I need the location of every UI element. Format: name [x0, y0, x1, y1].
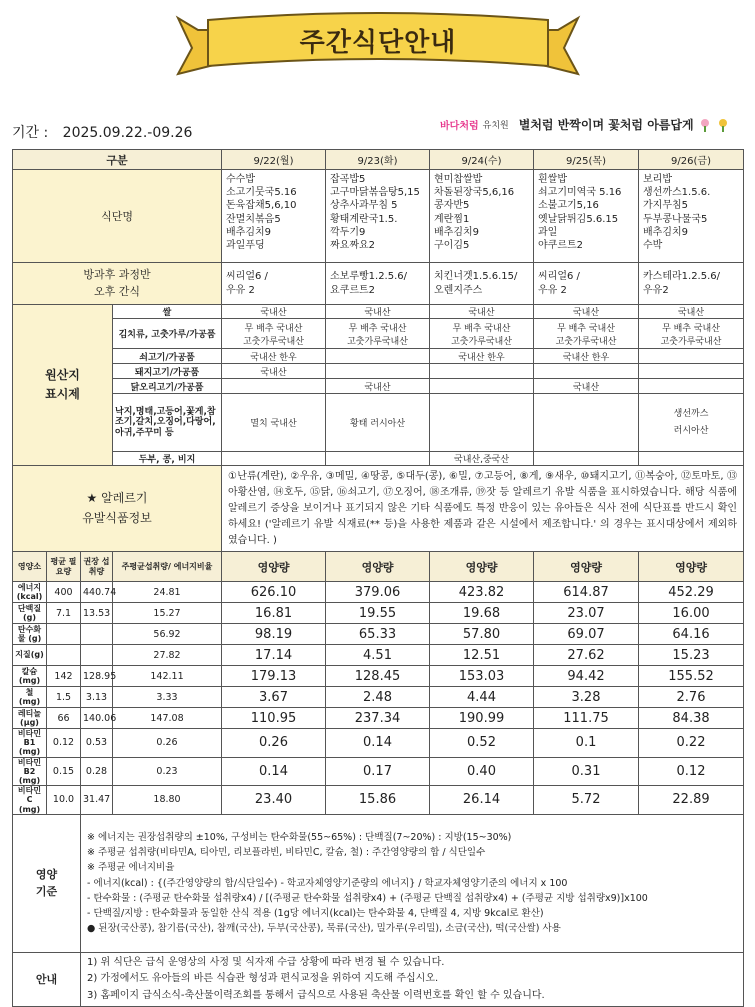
day-nutrition-header: 영양량: [326, 552, 430, 582]
rec-value: 128.95: [81, 666, 113, 687]
period-label: 기간 :: [12, 125, 49, 141]
day-nutrition-value: 17.14: [222, 645, 326, 666]
day-nutrition-value: 23.40: [222, 786, 326, 815]
weekly-col-header: 주평균섭취량/ 에너지비율: [113, 552, 222, 582]
origin-cell: [326, 349, 430, 364]
day-nutrition-value: 155.52: [639, 666, 744, 687]
origin-cell: [326, 452, 430, 466]
rec-value: 3.13: [81, 687, 113, 708]
origin-item: 쇠고기/가공품: [113, 349, 222, 364]
day-nutrition-value: 423.82: [430, 582, 534, 603]
notice-label: 안내: [13, 952, 81, 1007]
nutrient-name: 지질(g): [13, 645, 47, 666]
origin-cell: 국내산,중국산: [430, 452, 534, 466]
nutrient-name: 비타민B2 (mg): [13, 757, 47, 786]
meal-cell: 수수밥 소고기뭇국5.16 돈육잡채5,6,10 잔멸치볶음5 배추김치9 과일푸딩: [222, 170, 326, 263]
day-nutrition-value: 0.17: [326, 757, 430, 786]
rec-value: 440.74: [81, 582, 113, 603]
nutrition-row: [13, 645, 744, 666]
nutrient-col-header: 영양소: [13, 552, 47, 582]
day-nutrition-value: 27.62: [534, 645, 639, 666]
rec-value: 140.06: [81, 708, 113, 729]
nutrition-body: [13, 582, 744, 815]
day-header: 9/24(수): [430, 150, 534, 170]
origin-cell: 국내산: [326, 379, 430, 394]
nutrient-name: 레티놀(μg): [13, 708, 47, 729]
origin-cell: 멸치 국내산: [222, 394, 326, 452]
day-nutrition-value: 0.40: [430, 757, 534, 786]
day-nutrition-value: 179.13: [222, 666, 326, 687]
nutrient-name: 철(mg): [13, 687, 47, 708]
day-nutrition-value: 16.00: [639, 603, 744, 624]
day-nutrition-value: 614.87: [534, 582, 639, 603]
origin-cell: [326, 364, 430, 379]
notice-text: 1) 위 식단은 급식 운영상의 사정 및 식자재 수급 상황에 따라 변경 될 수 있습니다. 2) 가정에서도 유아들의 바른 식습관 형성과 편식교정을 위하여 지도해 주십시오. 3) 홈페이지 급식소식-축산물이력조회를 통해서 급식으로 사용된 축산물 이력번호를 확인 할 수 있습니다.: [81, 952, 744, 1007]
origin-cell: [430, 364, 534, 379]
meal-cell: 현미찹쌀밥 차돌된장국5,6,16 콩자반5 계란찜1 배추김치9 구이김5: [430, 170, 534, 263]
weekly-value: 24.81: [113, 582, 222, 603]
standard-label: 영양 기준: [13, 814, 81, 952]
day-nutrition-value: 26.14: [430, 786, 534, 815]
origin-cell: 국내산: [430, 305, 534, 319]
weekly-value: 142.11: [113, 666, 222, 687]
nutrition-row: [13, 624, 744, 645]
day-nutrition-value: 3.28: [534, 687, 639, 708]
day-nutrition-value: 0.52: [430, 729, 534, 758]
rec-value: [81, 645, 113, 666]
origin-item: 쌀: [113, 305, 222, 319]
weekly-value: 147.08: [113, 708, 222, 729]
day-header: 9/26(금): [639, 150, 744, 170]
nutrition-row: [13, 582, 744, 603]
allergy-text: ①난류(계란), ②우유, ③메밀, ④땅콩, ⑤대두(콩), ⑥밀, ⑦고등어, ⑧게, ⑨새우, ⑩돼지고기, ⑪복숭아, ⑫토마토, ⑬아황산염, ⑭호두, ⑮닭, ⑯쇠고기, ⑰오징어, ⑱조개류, ⑲잣 등 알레르기 유발 식품을 표시하였습니다. 해당 식품에 알레르기 증상을 보이거나 표기되지 않은 기타 식품에도 특정 반응이 있는 유아들은 식사 전에 식단표를 반드시 확인하세요! ('알레르기 유발 식재료(** 등)을 사용한 제품과 같은 시설에서 제조합니다.' 의 경우는 표시대상에서 제외하였습니다. ): [222, 466, 744, 552]
day-nutrition-value: 19.68: [430, 603, 534, 624]
avg-value: [47, 624, 81, 645]
rec-value: 0.28: [81, 757, 113, 786]
day-nutrition-value: 379.06: [326, 582, 430, 603]
nutrient-name: 단백질(g): [13, 603, 47, 624]
day-nutrition-value: 111.75: [534, 708, 639, 729]
standard-row: [13, 814, 744, 952]
rec-value: 13.53: [81, 603, 113, 624]
tulip-icon: [716, 118, 730, 132]
origin-cell: 국내산: [222, 364, 326, 379]
origin-cell: [639, 452, 744, 466]
standard-text: ※ 에너지는 권장섭취량의 ±10%, 구성비는 탄수화물(55~65%) : 단백질(7~20%) : 지방(15~30%) ※ 주평균 섭취량(비타민A, 티아민, 리보플라빈, 비타민C, 칼슘, 철) : 주간영양량의 합 / 식단일수 ※ 주평균 에너지비율 - 에너지(kcal) : {(주간영양량의 합/식단일수) - 학교자체영양기준량의 에너지} / 학교자체영양기준의 에너지 x 100 - 탄수화물 : (주평균 탄수화물 섭취량x4) / [(주평균 탄수화물 섭취량x4) + (주평균 단백질 섭취량x4) + (주평균 지방 섭취량x9)]x100 - 단백질/지방 : 탄수화물과 동일한 산식 적용 (1g당 에너지(kcal)는 탄수화물 4, 단백질 4, 지방 9kcal로 환산) ● 된장(국산콩), 참기름(국산), 참깨(국산), 두부(국산콩), 묵류(국산), 밀가루(우리밀), 소금(국산), 떡(국산쌀) 사용: [81, 814, 744, 952]
origin-cell: 국내산: [639, 305, 744, 319]
day-nutrition-value: 2.76: [639, 687, 744, 708]
day-nutrition-value: 15.23: [639, 645, 744, 666]
snack-cell: 카스테라1.2.5.6/ 우유2: [639, 263, 744, 305]
origin-cell: [639, 364, 744, 379]
avg-value: 1.5: [47, 687, 81, 708]
day-nutrition-value: 94.42: [534, 666, 639, 687]
meal-row: [13, 170, 744, 263]
day-nutrition-value: 22.89: [639, 786, 744, 815]
weekly-value: 0.26: [113, 729, 222, 758]
day-nutrition-value: 0.31: [534, 757, 639, 786]
origin-cell: [534, 394, 639, 452]
origin-item: 낙지,명태,고등어,꽃게,참조기,갈치,오징어,다랑어,아귀,주꾸미 등: [113, 394, 222, 452]
brand: [440, 116, 730, 133]
nutrition-row: [13, 708, 744, 729]
day-nutrition-value: 452.29: [639, 582, 744, 603]
day-nutrition-value: 5.72: [534, 786, 639, 815]
day-nutrition-value: 237.34: [326, 708, 430, 729]
day-nutrition-value: 128.45: [326, 666, 430, 687]
day-nutrition-value: 190.99: [430, 708, 534, 729]
origin-cell: 국내산 한우: [430, 349, 534, 364]
weekly-value: 56.92: [113, 624, 222, 645]
header-section: 구분: [13, 150, 222, 170]
weekly-value: 27.82: [113, 645, 222, 666]
day-nutrition-value: 12.51: [430, 645, 534, 666]
origin-cell: 국내산: [222, 305, 326, 319]
day-nutrition-header: 영양량: [534, 552, 639, 582]
avg-value: 142: [47, 666, 81, 687]
rec-value: [81, 624, 113, 645]
origin-cell: 국내산: [534, 379, 639, 394]
day-nutrition-value: 65.33: [326, 624, 430, 645]
nutrition-row: [13, 786, 744, 815]
day-nutrition-value: 23.07: [534, 603, 639, 624]
origin-cell: [430, 394, 534, 452]
avg-value: 7.1: [47, 603, 81, 624]
day-nutrition-header: 영양량: [430, 552, 534, 582]
rec-value: 0.53: [81, 729, 113, 758]
day-nutrition-value: 15.86: [326, 786, 430, 815]
day-nutrition-value: 4.51: [326, 645, 430, 666]
nutrition-header-row: [13, 552, 744, 582]
origin-cell: 무 배추 국내산 고춧가루국내산: [222, 319, 326, 349]
origin-cell: 국내산: [326, 305, 430, 319]
origin-cell: [222, 452, 326, 466]
nutrition-row: [13, 603, 744, 624]
origin-item: 닭오리고기/가공품: [113, 379, 222, 394]
nutrient-name: 칼슘(mg): [13, 666, 47, 687]
origin-item: 김치류, 고춧가루/가공품: [113, 319, 222, 349]
origin-cell: 무 배추 국내산 고춧가루국내산: [639, 319, 744, 349]
meal-cell: 흰쌀밥 쇠고기미역국 5.16 소불고기5,16 옛날닭튀김5.6.15 과일 야쿠르트2: [534, 170, 639, 263]
avg-value: 66: [47, 708, 81, 729]
avg-value: [47, 645, 81, 666]
day-nutrition-value: 0.14: [326, 729, 430, 758]
origin-cell: [639, 349, 744, 364]
snack-cell: 씨리얼6 / 우유 2: [534, 263, 639, 305]
brand-logo: 바다처럼: [440, 121, 479, 132]
day-nutrition-value: 0.1: [534, 729, 639, 758]
day-nutrition-value: 19.55: [326, 603, 430, 624]
day-nutrition-value: 84.38: [639, 708, 744, 729]
brand-slogan: 별처럼 반짝이며 꽃처럼 아름답게: [518, 118, 694, 132]
origin-cell: 국내산: [534, 305, 639, 319]
day-nutrition-header: 영양량: [222, 552, 326, 582]
day-nutrition-value: 69.07: [534, 624, 639, 645]
allergy-row: [13, 466, 744, 552]
day-nutrition-value: 4.44: [430, 687, 534, 708]
day-header: 9/22(월): [222, 150, 326, 170]
day-nutrition-value: 2.48: [326, 687, 430, 708]
origin-cell: 국내산 한우: [534, 349, 639, 364]
weekly-value: 15.27: [113, 603, 222, 624]
origin-row: [13, 319, 744, 349]
origin-row: [13, 364, 744, 379]
nutrition-row: [13, 666, 744, 687]
day-nutrition-header: 영양량: [639, 552, 744, 582]
day-header: 9/23(화): [326, 150, 430, 170]
rec-col-header: 권장 섭취량: [81, 552, 113, 582]
period: [12, 122, 192, 142]
day-nutrition-value: 98.19: [222, 624, 326, 645]
origin-cell: 국내산 한우: [222, 349, 326, 364]
meal-label: 식단명: [13, 170, 222, 263]
avg-value: 10.0: [47, 786, 81, 815]
day-nutrition-value: 64.16: [639, 624, 744, 645]
origin-row: [13, 394, 744, 452]
day-nutrition-value: 0.14: [222, 757, 326, 786]
origin-row: [13, 349, 744, 364]
brand-kindergarten: 유치원: [482, 121, 509, 131]
origin-cell: [534, 364, 639, 379]
snack-label: 방과후 과정반 오후 간식: [13, 263, 222, 305]
period-value: 2025.09.22.-09.26: [62, 125, 193, 141]
origin-cell: 무 배추 국내산 고춧가루국내산: [534, 319, 639, 349]
day-nutrition-value: 3.67: [222, 687, 326, 708]
nutrient-name: 탄수화물 (g): [13, 624, 47, 645]
weekly-value: 18.80: [113, 786, 222, 815]
flower-icon: [698, 118, 712, 132]
day-nutrition-value: 57.80: [430, 624, 534, 645]
weekly-value: 3.33: [113, 687, 222, 708]
meal-cell: 잡곡밥5 고구마닭볶음탕5,15 상추사과무침 5 황태계란국1.5. 깍두기9 짜요짜요2: [326, 170, 430, 263]
meal-cell: 보리밥 생선까스1.5.6. 가지무침5 두부콩나물국5 배추김치9 수박: [639, 170, 744, 263]
snack-cell: 소보루빵1.2.5.6/ 요쿠르트2: [326, 263, 430, 305]
nutrition-row: [13, 729, 744, 758]
snack-cell: 씨리얼6 / 우유 2: [222, 263, 326, 305]
origin-label: 원산지 표시제: [13, 305, 113, 466]
day-nutrition-value: 626.10: [222, 582, 326, 603]
origin-cell: [534, 452, 639, 466]
origin-item: 두부, 콩, 비지: [113, 452, 222, 466]
origin-cell: [639, 379, 744, 394]
avg-col-header: 평균 필요량: [47, 552, 81, 582]
menu-table: [12, 149, 744, 1007]
day-nutrition-value: 153.03: [430, 666, 534, 687]
day-nutrition-value: 0.22: [639, 729, 744, 758]
rec-value: 31.47: [81, 786, 113, 815]
origin-cell: 생선까스 러시아산: [639, 394, 744, 452]
weekly-value: 0.23: [113, 757, 222, 786]
notice-row: [13, 952, 744, 1007]
origin-cell: 무 배추 국내산 고춧가루국내산: [430, 319, 534, 349]
nutrient-name: 에너지 (kcal): [13, 582, 47, 603]
day-header: 9/25(목): [534, 150, 639, 170]
origin-cell: [430, 379, 534, 394]
origin-row: [13, 379, 744, 394]
day-nutrition-value: 16.81: [222, 603, 326, 624]
day-nutrition-value: 0.26: [222, 729, 326, 758]
origin-cell: [222, 379, 326, 394]
nutrition-row: [13, 687, 744, 708]
origin-cell: 황태 러시아산: [326, 394, 430, 452]
day-nutrition-value: 110.95: [222, 708, 326, 729]
title-banner: [178, 8, 578, 84]
snack-row: [13, 263, 744, 305]
origin-item: 돼지고기/가공품: [113, 364, 222, 379]
snack-cell: 치킨너겟1.5.6.15/ 오렌지주스: [430, 263, 534, 305]
origin-row: [13, 452, 744, 466]
page-title: 주간식단안내: [299, 28, 457, 58]
origin-cell: 무 배추 국내산 고춧가루국내산: [326, 319, 430, 349]
header-row: [13, 150, 744, 170]
avg-value: 400: [47, 582, 81, 603]
nutrient-name: 비타민B1 (mg): [13, 729, 47, 758]
nutrient-name: 비타민C (mg): [13, 786, 47, 815]
nutrition-row: [13, 757, 744, 786]
avg-value: 0.15: [47, 757, 81, 786]
avg-value: 0.12: [47, 729, 81, 758]
day-nutrition-value: 0.12: [639, 757, 744, 786]
allergy-label: ★ 알레르기 유발식품정보: [13, 466, 222, 552]
origin-row: [13, 305, 744, 319]
